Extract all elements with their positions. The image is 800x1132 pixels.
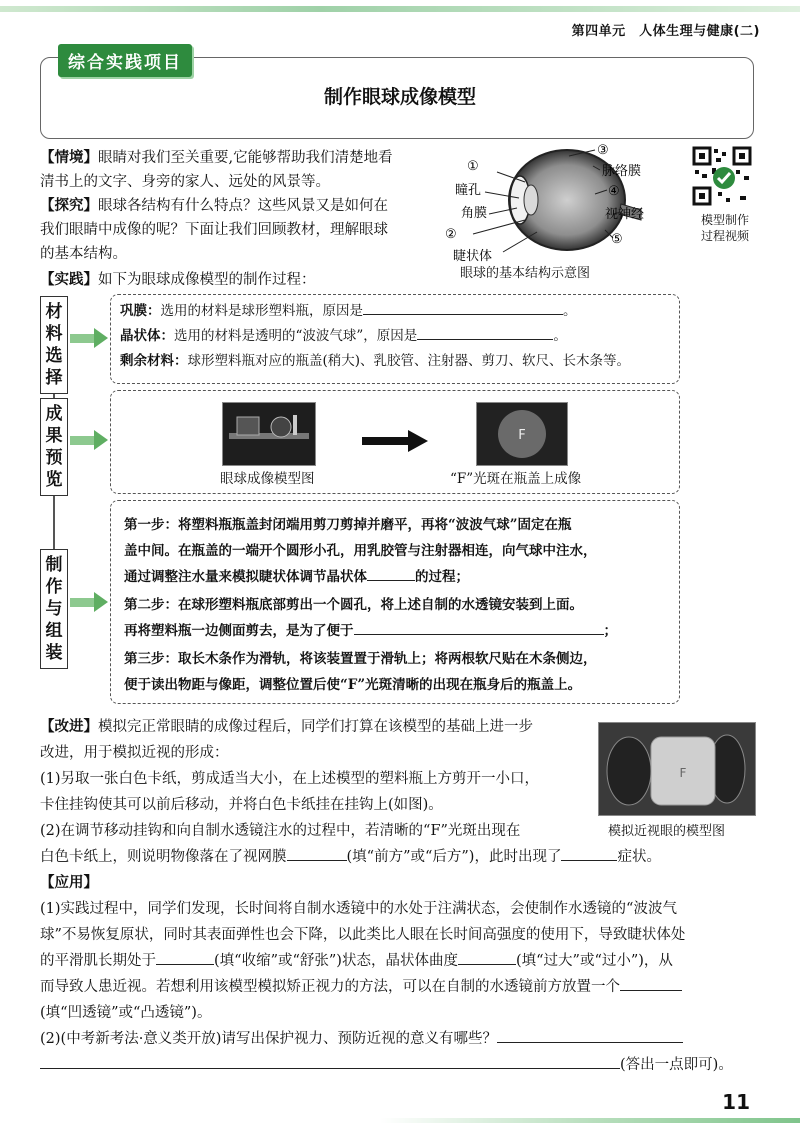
- tanjiu-line-2: 我们眼睛中成像的呢？下面让我们回顾教材，理解眼球: [40, 222, 388, 238]
- jingzhuangti-answer-blank[interactable]: [417, 325, 553, 340]
- improve-line-1: [40, 715, 533, 739]
- jingzhuangti-text: 选用的材料是透明的“波波气球”，原因是: [174, 328, 418, 344]
- eye-label-1: ①: [467, 159, 479, 174]
- eye-model-illustration: [223, 403, 315, 465]
- improve-label: 【改进】: [40, 718, 98, 735]
- eye-label-cornea: 角膜: [461, 206, 488, 221]
- stage-assembly: [40, 549, 68, 669]
- arrow-preview: [70, 436, 94, 445]
- qr-code-icon[interactable]: [692, 146, 752, 206]
- apply-text-4: 而导致人患近视。若想利用该模型模拟矫正视力的方法，可以在自制的水透镜前方放置一个: [40, 979, 620, 995]
- apply-line-2: 球”不易恢复原状，同时其表面弹性也会下降，以此类比人眼在长时间高强度的使用下，导致睫状体处: [40, 927, 686, 943]
- improve-line-6: [40, 845, 661, 869]
- meaning-answer-blank-2[interactable]: [40, 1054, 620, 1069]
- tanjiu-line-3: 的基本结构。: [40, 246, 127, 262]
- arrow-material: [70, 334, 94, 343]
- improve-line-5: (2)在调节移动挂钩和向自制水透镜注水的过程中，若清晰的“F”光斑出现在: [40, 823, 521, 839]
- gongmo-text: 选用的材料是球形塑料瓶，原因是: [160, 303, 363, 319]
- material-lens-line: [120, 325, 567, 348]
- stage-preview-label: 成果预览: [45, 404, 63, 490]
- tanjiu-line-1: [40, 194, 388, 218]
- tanjiu-label: 【探究】: [40, 197, 98, 214]
- jingzhuangti-label: 晶状体：: [120, 328, 174, 344]
- tanjiu-text: 眼球各结构有什么特点？这些风景又是如何在: [98, 198, 388, 214]
- material-remaining-line: [120, 350, 630, 373]
- step1-line-2: 盖中间。在瓶盖的一端开个圆形小孔，用乳胶管与注射器相连，向气球中注水，: [124, 543, 597, 559]
- page-title: 制作眼球成像模型: [323, 86, 476, 108]
- section-tag: 综合实践项目: [58, 44, 192, 77]
- step2-end-mark: ；: [603, 623, 617, 639]
- eye-diagram-caption: 眼球的基本结构示意图: [460, 266, 591, 281]
- step2-line-1: 第二步：在球形塑料瓶底部剪出一个圆孔，将上述自制的水透镜安装到上面。: [124, 597, 583, 613]
- myopia-model-illustration: [599, 723, 755, 815]
- stage-material-label: 材料选择: [45, 302, 63, 388]
- eye-label-3: ③: [597, 143, 609, 158]
- arrow-material-head: [94, 328, 108, 348]
- qingjing-line-1: [40, 146, 393, 170]
- step2-l2-text: 再将塑料瓶一边侧面剪去，是为了便于: [124, 623, 354, 639]
- preview-caption-2: “F”光斑在瓶盖上成像: [450, 471, 582, 487]
- arrow-assembly-head: [94, 592, 108, 612]
- myopia-model-photo: [598, 722, 756, 816]
- eye-structure-diagram: [445, 142, 670, 277]
- jingzhuangti-end-mark: 。: [553, 328, 567, 344]
- apply-text-7: (答出一点即可)。: [620, 1057, 733, 1073]
- arrow-preview-head: [94, 430, 108, 450]
- shengyu-text: 球形塑料瓶对应的瓶盖(稍大)、乳胶管、注射器、剪刀、软尺、长木条等。: [187, 353, 631, 369]
- f-image-photo: [476, 402, 568, 466]
- symptom-blank[interactable]: [561, 846, 617, 861]
- step1-answer-blank[interactable]: [367, 566, 415, 581]
- gongmo-label: 巩膜：: [120, 303, 161, 319]
- eye-label-5: ⑤: [611, 232, 623, 247]
- improve-line-3: (1)另取一张白色卡纸，剪成适当大小，在上述模型的塑料瓶上方剪开一小口，: [40, 771, 540, 787]
- arrow-assembly: [70, 598, 94, 607]
- shijian-label: 【实践】: [40, 271, 98, 288]
- eye-label-choroid: 脉络膜: [602, 164, 642, 179]
- improve-text-1: 模拟完正常眼睛的成像过程后，同学们打算在该模型的基础上进一步: [98, 719, 533, 735]
- step2-line-2: [124, 620, 617, 643]
- muscle-state-blank[interactable]: [156, 950, 214, 965]
- qingjing-label: 【情境】: [40, 149, 98, 166]
- apply-label: 【应用】: [40, 874, 98, 891]
- qingjing-text: 眼睛对我们至关重要,它能够帮助我们清楚地看: [98, 150, 393, 166]
- improve-line-4: 卡住挂钩使其可以前后移动，并将白色卡纸挂在挂钩上(如图)。: [40, 797, 443, 813]
- preview-caption-1: 眼球成像模型图: [220, 471, 315, 487]
- unit-header: 第四单元 人体生理与健康(二): [571, 24, 760, 39]
- apply-text-3c: (填“过大”或“过小”)，从: [515, 953, 673, 969]
- qr-caption: [680, 212, 770, 244]
- apply-text-6: (2)(中考新考法·意义类开放)请写出保护视力、预防近视的意义有哪些？: [40, 1031, 497, 1047]
- stage-assembly-label: 制作与组装: [45, 555, 63, 663]
- apply-line-7: [40, 1053, 733, 1077]
- material-gongmo-line: [120, 300, 577, 323]
- lens-curvature-blank[interactable]: [458, 950, 516, 965]
- bottom-decor-rule: [380, 1118, 800, 1123]
- meaning-answer-blank-1[interactable]: [497, 1028, 683, 1043]
- improve-text-6a: 白色卡纸上，则说明物像落在了视网膜: [40, 849, 287, 865]
- myopia-photo-caption: 模拟近视眼的模型图: [608, 824, 726, 839]
- apply-line-6: [40, 1027, 683, 1051]
- stage-material-selection: [40, 296, 68, 394]
- preview-arrow-icon: [362, 430, 428, 452]
- qr-caption-line-2: 过程视频: [700, 229, 749, 243]
- gongmo-answer-blank[interactable]: [363, 300, 563, 315]
- step3-line-2: 便于读出物距与像距，调整位置后使“F”光斑清晰的出现在瓶身后的瓶盖上。: [124, 677, 582, 693]
- improve-line-2: 改进，用于模拟近视的形成：: [40, 745, 229, 761]
- eye-label-ciliary: 睫状体: [453, 249, 493, 264]
- myopia-f-letter: F: [679, 766, 687, 780]
- step1-l3-text-b: 的过程；: [415, 569, 469, 585]
- step1-l3-text-a: 通过调整注水量来模拟睫状体调节晶状体: [124, 569, 367, 585]
- apply-line-4: [40, 975, 682, 999]
- step1-line-1: 第一步：将塑料瓶瓶盖封闭端用剪刀剪掉并磨平，再将“波波气球”固定在瓶: [124, 517, 572, 533]
- eye-label-2: ②: [445, 227, 457, 242]
- gongmo-end-mark: 。: [563, 303, 577, 319]
- step1-line-3: [124, 566, 469, 589]
- apply-line-5: (填“凹透镜”或“凸透镜”)。: [40, 1005, 212, 1021]
- eye-label-optic-nerve: 视神经: [605, 207, 645, 222]
- page-number: 11: [722, 1090, 750, 1114]
- apply-text-3a: 的平滑肌长期处于: [40, 953, 156, 969]
- lens-type-blank[interactable]: [620, 976, 682, 991]
- improve-text-6c: 症状。: [617, 849, 661, 865]
- qingjing-line-2: 清书上的文字、身旁的家人、远处的风景等。: [40, 174, 330, 190]
- improve-text-6b: (填“前方”或“后方”)，此时出现了: [346, 849, 562, 865]
- eye-label-4: ④: [608, 184, 620, 199]
- shijian-text: 如下为眼球成像模型的制作过程：: [98, 272, 316, 288]
- retina-position-blank[interactable]: [287, 846, 347, 861]
- eye-label-pupil: 瞳孔: [455, 183, 482, 198]
- step2-answer-blank[interactable]: [354, 620, 604, 635]
- qr-caption-line-1: 模型制作: [700, 213, 749, 227]
- top-decor-rule: [0, 6, 800, 12]
- apply-line-1: (1)实践过程中，同学们发现，长时间将自制水透镜中的水处于注满状态，会使制作水透镜的“波波气: [40, 901, 677, 917]
- step3-line-1: 第三步：取长木条作为滑轨，将该装置置于滑轨上；将两根软尺贴在木条侧边，: [124, 651, 597, 667]
- apply-line-3: [40, 949, 673, 973]
- eye-model-photo: [222, 402, 316, 466]
- apply-text-3b: (填“收缩”或“舒张”)状态，晶状体曲度: [214, 953, 458, 969]
- f-spot-illustration: [477, 403, 567, 465]
- shijian-line: [40, 268, 316, 292]
- shengyu-label: 剩余材料：: [120, 353, 188, 369]
- f-spot-letter: F: [518, 428, 526, 443]
- stage-result-preview: [40, 398, 68, 496]
